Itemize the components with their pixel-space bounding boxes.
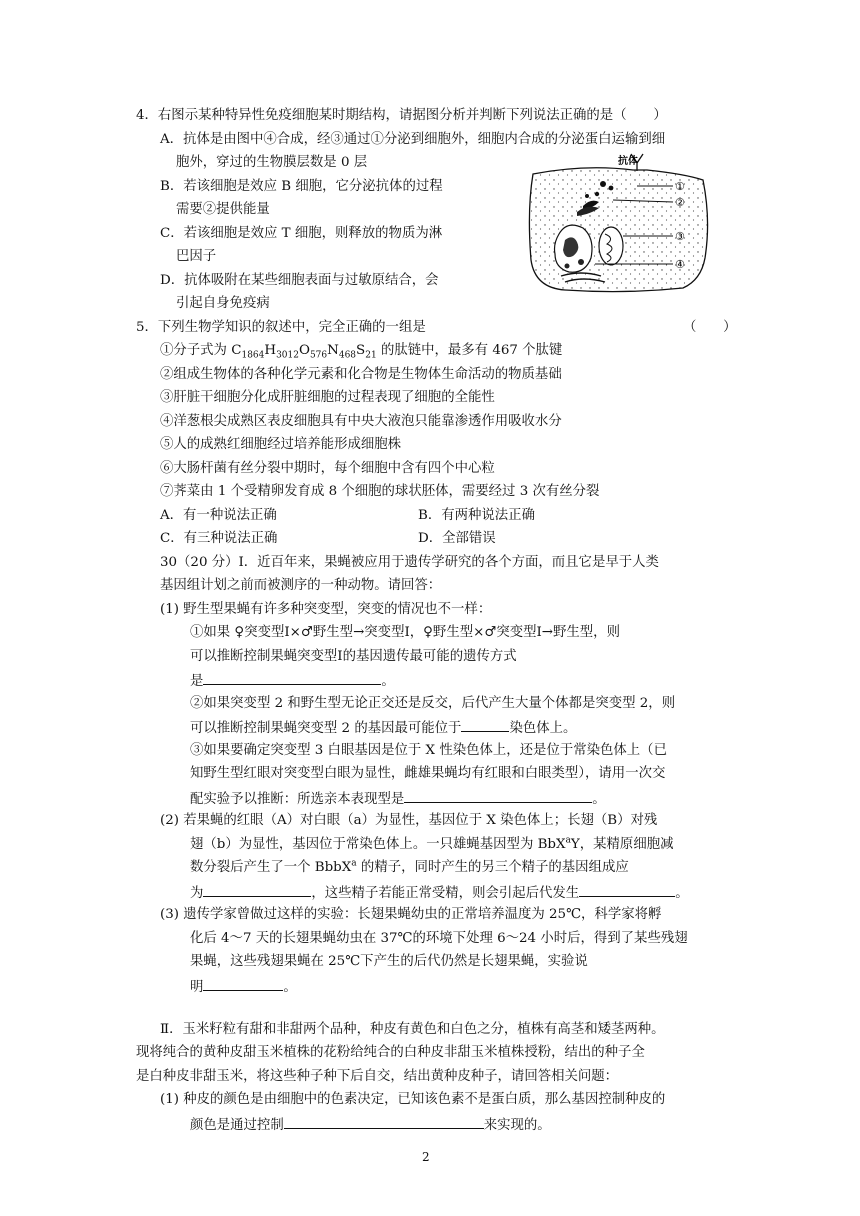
q30-part1c-line1: ③如果要确定突变型 3 白眼基因是位于 X 性染色体上，还是位于常染色体上（已 <box>190 743 667 758</box>
answer-blank[interactable] <box>284 1114 484 1129</box>
page-number: 2 <box>422 1150 430 1164</box>
q30-section2-line1: Ⅱ．玉米籽粒有甜和非甜两个品种，种皮有黄色和白色之分，植株有高茎和矮茎两种。 <box>160 1022 665 1037</box>
q30-part2-line1: (2) 若果蝇的红眼（A）对白眼（a）为显性，基因位于 X 染色体上；长翅（B）对残 <box>160 813 658 828</box>
q30-part1b-line2: 可以推断控制果蝇突变型 2 的基因最可能位于 染色体上。 <box>190 717 576 739</box>
q30-part3-line3: 果蝇，这些残翅果蝇在 25℃下产生的后代仍然是长翅果蝇，实验说 <box>190 954 588 969</box>
q4-option-b-line1: B．若该细胞是效应 B 细胞，它分泌抗体的过程 <box>160 179 443 194</box>
q5-option-c: C．有三种说法正确 <box>160 531 278 546</box>
q30-part1b-line1: ②如果突变型 2 和野生型无论正交还是反交，后代产生大量个体都是突变型 2，则 <box>190 696 676 711</box>
q4-option-c-line2: 巴因子 <box>176 249 217 264</box>
label-2: ② <box>675 196 685 209</box>
q30-part2-line2: 翅（b）为显性，基因位于常染色体上。一只雄蝇基因型为 BbX$^a$Y，某精原细胞减 <box>190 835 674 852</box>
q4-option-a-line1: A．抗体是由图中④合成，经③通过①分泌到细胞外，细胞内合成的分泌蛋白运输到细 <box>160 132 666 147</box>
immune-cell-figure <box>525 150 725 295</box>
q5-item-7: ⑦荠菜由 1 个受精卵发育成 8 个细胞的球状胚体，需要经过 3 次有丝分裂 <box>160 484 600 499</box>
q4-stem: 4．右图示某种特异性免疫细胞某时期结构，请据图分析并判断下列说法正确的是（ ） <box>136 108 667 123</box>
q5-answer-paren: （ ） <box>683 320 737 335</box>
q30-part1c-line2: 知野生型红眼对突变型白眼为显性，雌雄果蝇均有红眼和白眼类型），请用一次交 <box>190 766 666 781</box>
q5-item-5: ⑤人的成熟红细胞经过培养能形成细胞株 <box>160 437 402 452</box>
q5-item-6: ⑥大肠杆菌有丝分裂中期时，每个细胞中含有四个中心粒 <box>160 461 495 476</box>
answer-blank[interactable] <box>404 788 592 803</box>
label-4: ④ <box>675 258 685 271</box>
q5-item-4: ④洋葱根尖成熟区表皮细胞具有中央大液泡只能靠渗透作用吸收水分 <box>160 414 562 429</box>
q4-option-d-line1: D．抗体吸附在某些细胞表面与过敏原结合，会 <box>160 273 439 288</box>
answer-blank[interactable] <box>579 882 675 897</box>
q30-section2-line3: 是白种皮非甜玉米，将这些种子种下后自交，结出黄种皮种子，请回答相关问题： <box>136 1069 619 1084</box>
label-3: ③ <box>675 230 685 243</box>
q30-part2-line3: 数分裂后产生了一个 BbbX$^a$ 的精子，同时产生的另三个精子的基因组成应 <box>190 858 629 875</box>
q4-option-b-line2: 需要②提供能量 <box>176 202 270 217</box>
q5-option-b: B．有两种说法正确 <box>418 508 535 523</box>
q5-item-2: ②组成生物体的各种化学元素和化合物是生物体生命活动的物质基础 <box>160 367 562 382</box>
answer-blank[interactable] <box>203 670 381 685</box>
q5-stem: 5．下列生物学知识的叙述中，完全正确的一组是 <box>136 320 426 335</box>
antibody-label: 抗体 <box>618 156 638 167</box>
answer-blank[interactable] <box>461 717 509 732</box>
q30-part1: (1) 野生型果蝇有许多种突变型，突变的情况也不一样： <box>160 602 492 617</box>
q4-option-c-line1: C．若该细胞是效应 T 细胞，则释放的物质为淋 <box>160 226 443 241</box>
q30-intro-line2: 基因组计划之前而被测序的一种动物。请回答： <box>160 578 442 593</box>
answer-blank[interactable] <box>203 976 283 991</box>
q4-option-a-line2: 胞外，穿过的生物膜层数是 0 层 <box>176 155 368 170</box>
q5-option-a: A．有一种说法正确 <box>160 508 277 523</box>
q30-part2-line4: 为 ，这些精子若能正常受精，则会引起后代发生 。 <box>190 882 689 904</box>
q30-intro-line1: 30（20 分）Ⅰ．近百年来，果蝇被应用于遗传学研究的各个方面，而且它是早于人类 <box>160 555 659 570</box>
q30-section2-part1-line1: (1) 种皮的颜色是由细胞中的色素决定，已知该色素不是蛋白质，那么基因控制种皮的 <box>160 1092 666 1107</box>
q30-section2-line2: 现将纯合的黄种皮甜玉米植株的花粉给纯合的白种皮非甜玉米植株授粉，结出的种子全 <box>136 1045 645 1060</box>
q5-option-d: D．全部错误 <box>418 531 496 546</box>
q30-part1a-line3: 是 。 <box>190 670 395 692</box>
q30-part1c-line3: 配实验予以推断：所选亲本表现型是 。 <box>190 788 606 810</box>
q30-part1a-line2: 可以推断控制果蝇突变型Ⅰ的基因遗传最可能的遗传方式 <box>190 649 517 664</box>
q30-part3-line1: (3) 遗传学家曾做过这样的实验：长翅果蝇幼虫的正常培养温度为 25℃，科学家将孵 <box>160 907 662 922</box>
q30-part3-line2: 化后 4～7 天的长翅果蝇幼虫在 37℃的环境下处理 6～24 小时后，得到了某些残翅 <box>190 931 688 946</box>
q5-item-3: ③肝脏干细胞分化成肝脏细胞的过程表现了细胞的全能性 <box>160 390 495 405</box>
q30-section2-part1-line2: 颜色是通过控制 来实现的。 <box>190 1114 551 1136</box>
q4-option-d-line2: 引起自身免疫病 <box>176 296 270 311</box>
label-1: ① <box>675 180 685 193</box>
q5-item-1: ①分子式为 $C_{1864}H_{3012}O_{576}N_{468}S_{21}$ 的肽链中，最多有 467 个肽键 <box>160 343 563 361</box>
answer-blank[interactable] <box>203 882 311 897</box>
q30-part3-line4: 明 。 <box>190 976 297 998</box>
q30-part1a-line1: ①如果 ♀突变型Ⅰ×♂野生型→突变型Ⅰ，♀野生型×♂突变型Ⅰ→野生型，则 <box>190 625 620 640</box>
